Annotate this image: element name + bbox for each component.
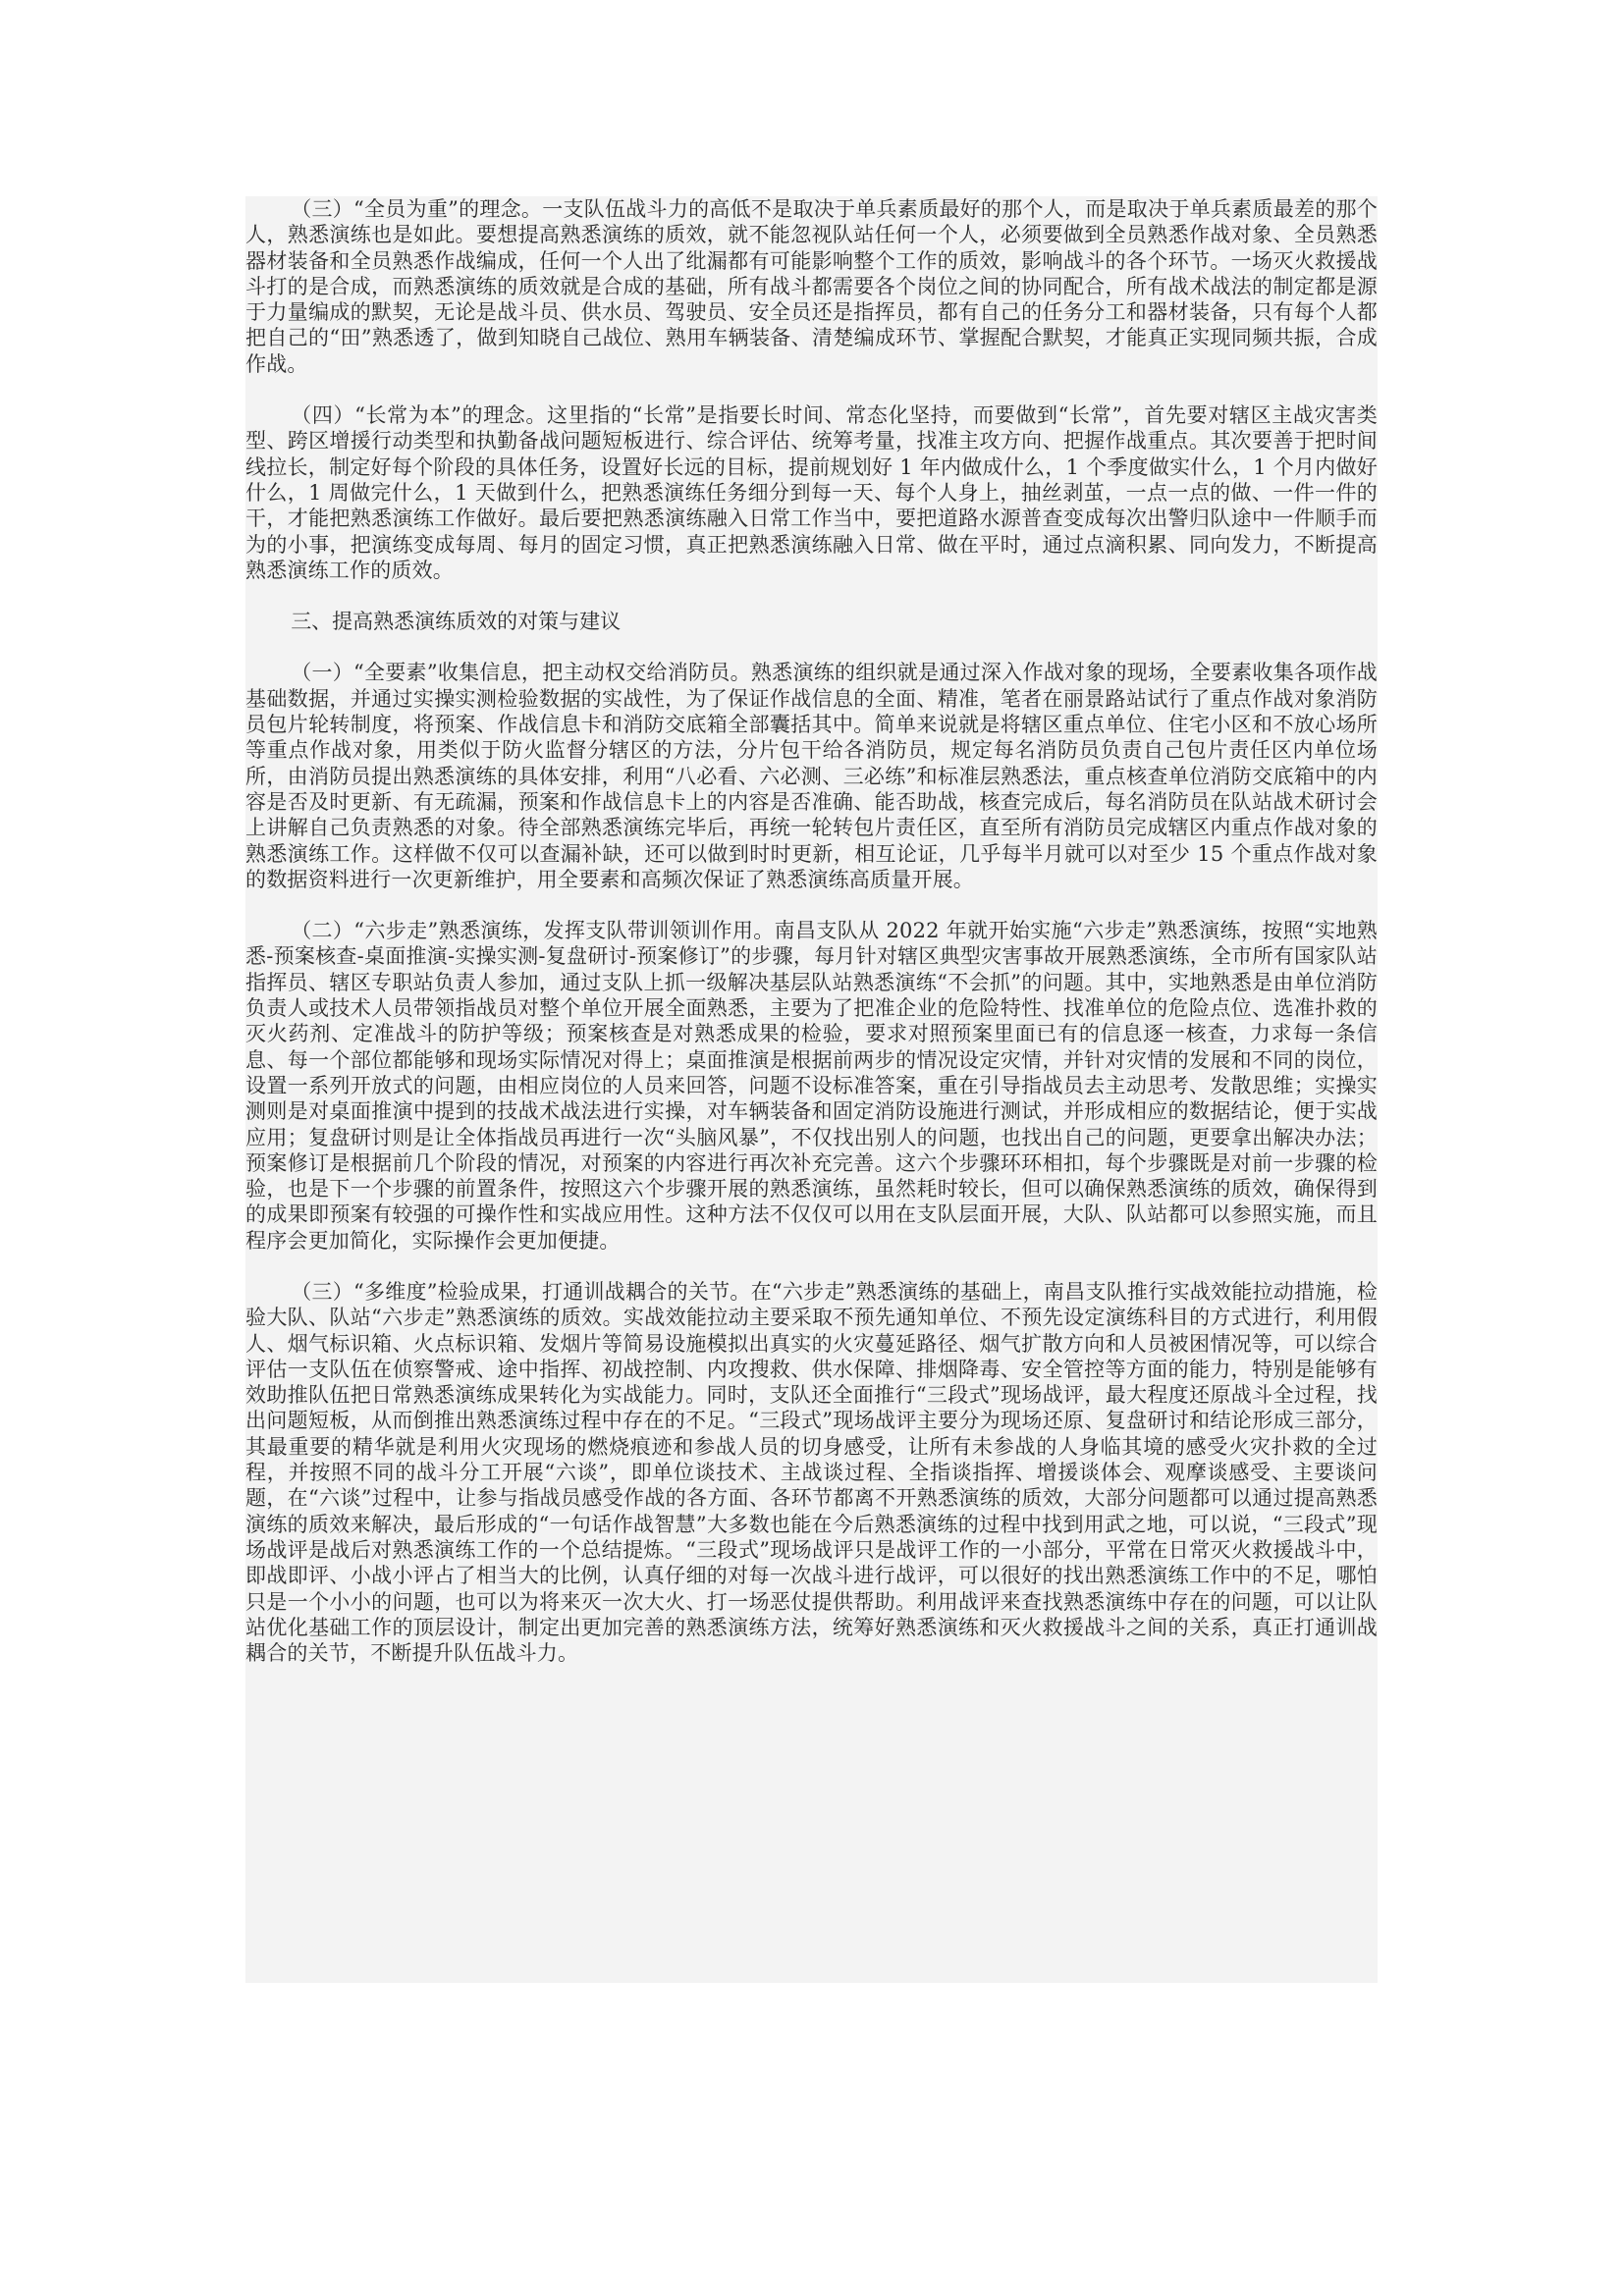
paragraph-six-steps-drill: （二）“六步走”熟悉演练，发挥支队带训领训作用。南昌支队从 2022 年就开始实施“六步走”熟悉演练，按照“实地熟悉-预案核查-桌面推演-实操实测-复盘研讨-预案修订”的步骤，每月针对辖区典型灾害事故开展熟悉演练，全市所有国家队站指挥员、辖区专职站负责人参加，通过支队上抓一级解决基层队站熟悉演练“不会抓”的问题。其中，实地熟悉是由单位消防负责人或技术人员带领指战员对整个单位开展全面熟悉，主要为了把准企业的危险特性、找准单位的危险点位、选准扑救的灭火药剂、定准战斗的防护等级；预案核查是对熟悉成果的检验，要求对照预案里面已有的信息逐一核查，力求每一条信息、每一个部位都能够和现场实际情况对得上；桌面推演是根据前两步的情况设定灾情，并针对灾情的发展和不同的岗位，设置一系列开放式的问题，由相应岗位的人员来回答，问题不设标准答案，重在引导指战员去主动思考、发散思维；实操实测则是对桌面推演中提到的技战术战法进行实操，对车辆装备和固定消防设施进行测试，并形成相应的数据结论，便于实战应用；复盘研讨则是让全体指战员再进行一次“头脑风暴”，不仅找出别人的问题，也找出自己的问题，更要拿出解决办法；预案修订是根据前几个阶段的情况，对预案的内容进行再次补充完善。这六个步骤环环相扣，每个步骤既是对前一步骤的检验，也是下一个步骤的前置条件，按照这六个步骤开展的熟悉演练，虽然耗时较长，但可以确保熟悉演练的质效，确保得到的成果即预案有较强的可操作性和实战应用性。这种方法不仅仅可以用在支队层面开展，大队、队站都可以参照实施，而且程序会更加简化，实际操作会更加便捷。 (245, 919, 1378, 1253)
paragraph-multi-dimension-review: （三）“多维度”检验成果，打通训战耦合的关节。在“六步走”熟悉演练的基础上，南昌支队推行实战效能拉动措施，检验大队、队站“六步走”熟悉演练的质效。实战效能拉动主要采取不预先通知单位、不预先设定演练科目的方式进行，利用假人、烟气标识箱、火点标识箱、发烟片等简易设施模拟出真实的火灾蔓延路径、烟气扩散方向和人员被困情况等，可以综合评估一支队伍在侦察警戒、途中指挥、初战控制、内攻搜救、供水保障、排烟降毒、安全管控等方面的能力，特别是能够有效助推队伍把日常熟悉演练成果转化为实战能力。同时，支队还全面推行“三段式”现场战评，最大程度还原战斗全过程，找出问题短板，从而倒推出熟悉演练过程中存在的不足。“三段式”现场战评主要分为现场还原、复盘研讨和结论形成三部分，其最重要的精华就是利用火灾现场的燃烧痕迹和参战人员的切身感受，让所有未参战的人身临其境的感受火灾扑救的全过程，并按照不同的战斗分工开展“六谈”，即单位谈技术、主战谈过程、全指谈指挥、增援谈体会、观摩谈感受、主要谈问题，在“六谈”过程中，让参与指战员感受作战的各方面、各环节都离不开熟悉演练的质效，大部分问题都可以通过提高熟悉演练的质效来解决，最后形成的“一句话作战智慧”大多数也能在今后熟悉演练的过程中找到用武之地，可以说，“三段式”现场战评是战后对熟悉演练工作的一个总结提炼。“三段式”现场战评只是战评工作的一小部分，平常在日常灭火救援战斗中，即战即评、小战小评占了相当大的比例，认真仔细的对每一次战斗进行战评，可以很好的找出熟悉演练工作中的不足，哪怕只是一个小小的问题，也可以为将来灭一次大火、打一场恶仗提供帮助。利用战评来查找熟悉演练中存在的问题，可以让队站优化基础工作的顶层设计，制定出更加完善的熟悉演练方法，统筹好熟悉演练和灭火救援战斗之间的关系，真正打通训战耦合的关节，不断提升队伍战斗力。 (245, 1279, 1378, 1666)
paragraph-full-staff-concept: （三）“全员为重”的理念。一支队伍战斗力的高低不是取决于单兵素质最好的那个人，而是取决于单兵素质最差的那个人，熟悉演练也是如此。要想提高熟悉演练的质效，就不能忽视队站任何一个人，必须要做到全员熟悉作战对象、全员熟悉器材装备和全员熟悉作战编成，任何一个人出了纰漏都有可能影响整个工作的质效，影响战斗的各个环节。一场灭火救援战斗打的是合成，而熟悉演练的质效就是合成的基础，所有战斗都需要各个岗位之间的协同配合，所有战术战法的制定都是源于力量编成的默契，无论是战斗员、供水员、驾驶员、安全员还是指挥员，都有自己的任务分工和器材装备，只有每个人都把自己的“田”熟悉透了，做到知晓自己战位、熟用车辆装备、清楚编成环节、掌握配合默契，才能真正实现同频共振，合成作战。 (245, 197, 1378, 376)
paragraph-all-elements-info: （一）“全要素”收集信息，把主动权交给消防员。熟悉演练的组织就是通过深入作战对象的现场，全要素收集各项作战基础数据，并通过实操实测检验数据的实战性，为了保证作战信息的全面、精准，笔者在丽景路站试行了重点作战对象消防员包片轮转制度，将预案、作战信息卡和消防交底箱全部囊括其中。简单来说就是将辖区重点单位、住宅小区和不放心场所等重点作战对象，用类似于防火监督分辖区的方法，分片包干给各消防员，规定每名消防员负责自己包片责任区内单位场所，由消防员提出熟悉演练的具体安排，利用“八必看、六必测、三必练”和标准层熟悉法，重点核查单位消防交底箱中的内容是否及时更新、有无疏漏，预案和作战信息卡上的内容是否准确、能否助战，核查完成后，每名消防员在队站战术研讨会上讲解自己负责熟悉的对象。待全部熟悉演练完毕后，再统一轮转包片责任区，直至所有消防员完成辖区内重点作战对象的熟悉演练工作。这样做不仅可以查漏补缺，还可以做到时时更新，相互论证，几乎每半月就可以对至少 15 个重点作战对象的数据资料进行一次更新维护，用全要素和高频次保证了熟悉演练高质量开展。 (245, 661, 1378, 891)
paragraph-long-term-concept: （四）“长常为本”的理念。这里指的“长常”是指要长时间、常态化坚持，而要做到“长常”，首先要对辖区主战灾害类型、跨区增援行动类型和执勤备战问题短板进行、综合评估、统筹考量，找准主攻方向、把握作战重点。其次要善于把时间线拉长，制定好每个阶段的具体任务，设置好长远的目标，提前规划好 1 年内做成什么，1 个季度做实什么，1 个月内做好什么，1 周做完什么，1 天做到什么，把熟悉演练任务细分到每一天、每个人身上，抽丝剥茧，一点一点的做、一件一件的干，才能把熟悉演练工作做好。最后要把熟悉演练融入日常工作当中，要把道路水源普查变成每次出警归队途中一件顺手而为的小事，把演练变成每周、每月的固定习惯，真正把熟悉演练融入日常、做在平时，通过点滴积累、同向发力，不断提高熟悉演练工作的质效。 (245, 403, 1378, 582)
text-body (245, 196, 1378, 1983)
section-heading-countermeasures: 三、提高熟悉演练质效的对策与建议 (291, 610, 622, 634)
